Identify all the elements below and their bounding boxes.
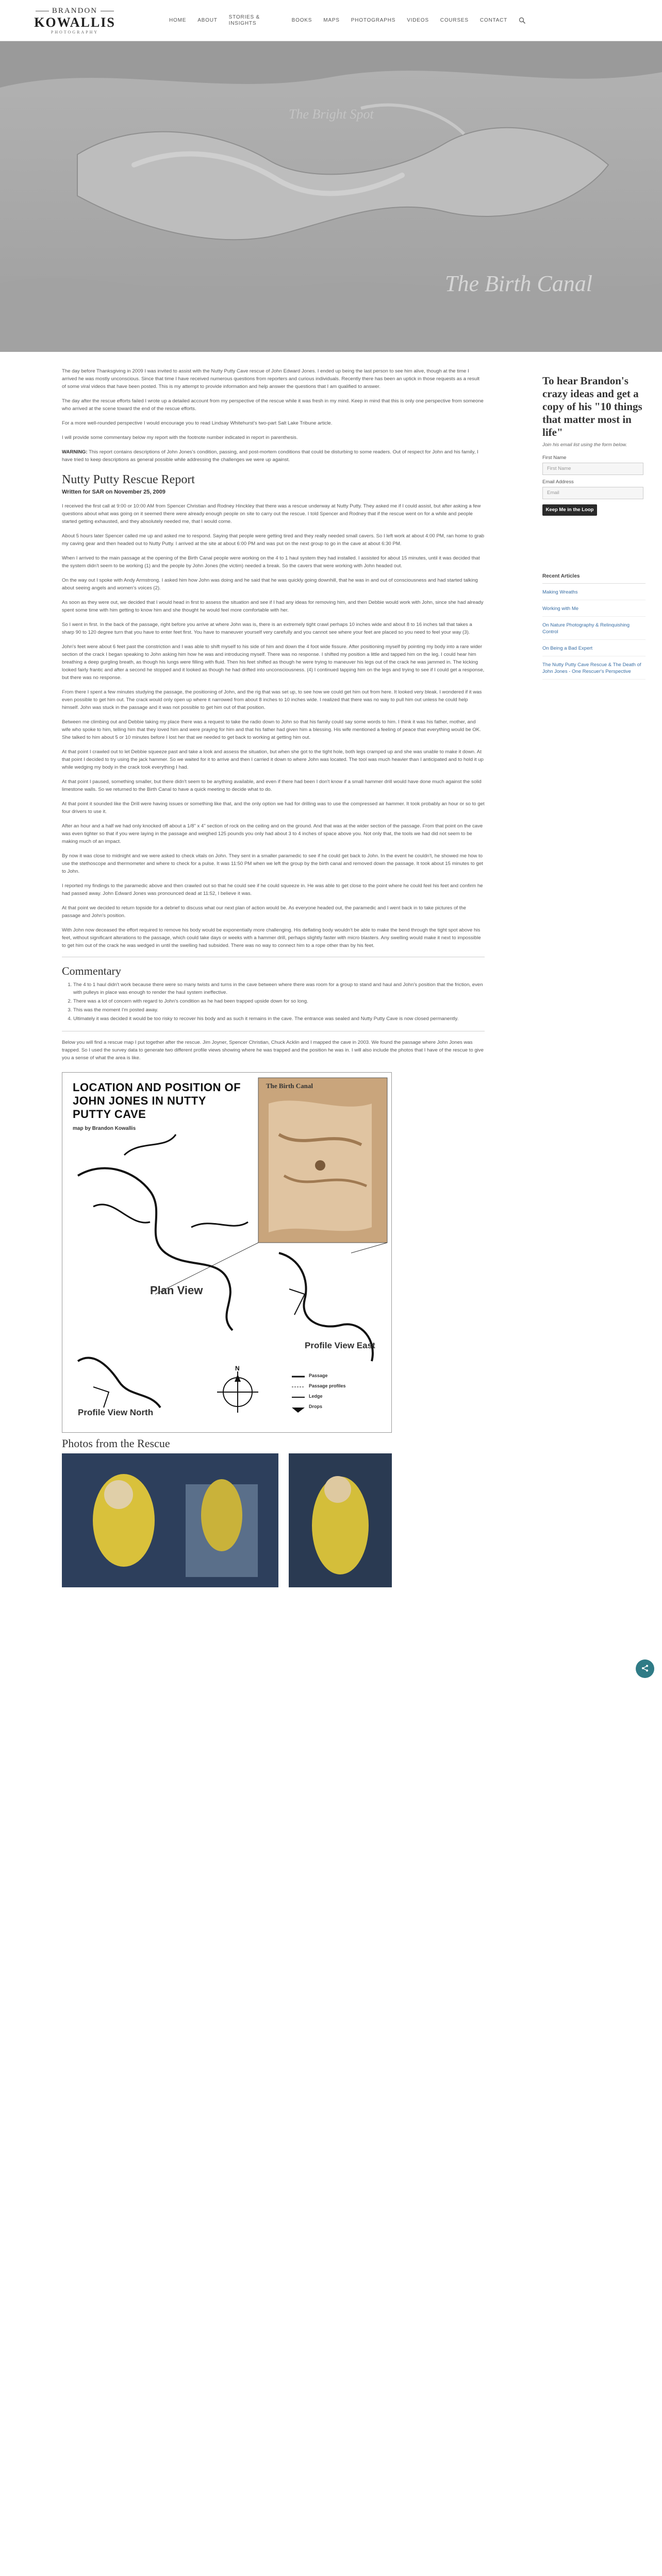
report-paragraph: After an hour and a half we had only knocked off about a 1/8" x 4" section of rock on the ceiling and on the ground. And that was at the wider section of the passage. From that point on the cave was even tighter so that if you were laying in the passage and weighed 125 pounds you only had about 3 to 4 inches of space above you. Not only that, the tools we had did not seem to be making much of an impact. bbox=[62, 823, 483, 844]
warning-label: WARNING: bbox=[62, 449, 88, 455]
report-paragraph: By now it was close to midnight and we were asked to check vitals on John. They sent in a smaller paramedic to see if he could get back to John. In the event he couldn't, he showed me how to use the stethoscope and thermometer and where to check for a pulse. It was 11:50 PM when we left the group by the birth canal and removed down the passage. It took about 15 minutes to get to John. bbox=[62, 853, 483, 874]
newsletter-subtitle: Join his email list using the form below. bbox=[542, 442, 627, 448]
recent-article-link[interactable]: Working with Me bbox=[542, 600, 646, 617]
report-paragraph: At that point it sounded like the Drill were having issues or something like that, and the only option we had for drilling was to use the compressed air hammer. It took probably an hour or so to get four drivers to use it. bbox=[62, 801, 485, 815]
report-paragraphs bbox=[62, 502, 485, 950]
nav-courses[interactable]: COURSES bbox=[440, 17, 469, 23]
report-paragraph: At that point I paused, something smaller, but there didn't seem to be anything available, and even if there had been I don't know if a small hammer drill would have done much against the solid limestone walls. So we returned to the Birth Canal to have a quick meeting to decide what to do. bbox=[62, 779, 482, 792]
legend-item: Passage profiles bbox=[309, 1383, 346, 1388]
logo-sub-text: PHOTOGRAPHY bbox=[51, 29, 99, 35]
newsletter-title: To hear Brandon's crazy ideas and get a copy of his "10 things that matter most in life" bbox=[542, 375, 642, 438]
nav-books[interactable]: BOOKS bbox=[291, 17, 312, 23]
plan-view-label: Plan View bbox=[150, 1284, 203, 1297]
map-title: LOCATION AND POSITION OF JOHN JONES IN NUTTY PUTTY CAVE bbox=[73, 1081, 241, 1121]
map-inset-title: The Birth Canal bbox=[266, 1082, 313, 1090]
sidebar bbox=[542, 375, 646, 680]
cave-map[interactable] bbox=[62, 1072, 392, 1433]
commentary-title: Commentary bbox=[62, 964, 121, 977]
email-label: Email Address bbox=[542, 479, 574, 485]
photo-row bbox=[62, 1453, 485, 1587]
intro-paragraph: For a more well-rounded perspective I would encourage you to read Lindsay Whitehurst's two-part Salt Lake Tribune article. bbox=[62, 420, 333, 426]
profile-north-label: Profile View North bbox=[78, 1408, 154, 1417]
report-date: Written for SAR on November 25, 2009 bbox=[62, 489, 166, 495]
recent-article-link[interactable]: Making Wreaths bbox=[542, 584, 646, 600]
report-paragraph: So I went in first. In the back of the passage, right before you arrive at where John was is, there is an extremely tight crawl perhaps 10 inches wide and about 8 to 16 inches tall that takes a sharp 90 to 120 degree turn that you have to enter feet first. You have to maneuver yourself very carefully and you cannot see where your feet are placed so you need to feel your way (3). bbox=[62, 622, 472, 635]
nav-videos[interactable]: VIDEOS bbox=[407, 17, 429, 23]
recent-articles-title: Recent Articles bbox=[542, 573, 646, 584]
share-icon bbox=[641, 1664, 649, 1674]
rescue-photo[interactable] bbox=[62, 1453, 278, 1587]
intro-paragraph: The day before Thanksgiving in 2009 I was invited to assist with the Nutty Putty Cave rescue of John Edward Jones. I ended up being the last person to see him alive, though at the time I arrived he was mostly unconscious. Since that time I have received numerous questions from reporters and curious individuals. Recently there has been an uptick in those requests as a result of some viral videos that have been posted. This is my attempt to provide information and help answer the questions that I am qualified to answer. bbox=[62, 368, 480, 389]
search-icon[interactable] bbox=[519, 17, 526, 24]
rescue-photo[interactable] bbox=[289, 1453, 392, 1587]
hero-banner bbox=[0, 41, 662, 352]
recent-article-link[interactable]: The Nutty Putty Cave Rescue & The Death of John Jones - One Rescuer's Perspective bbox=[542, 656, 646, 680]
warning-paragraph bbox=[62, 448, 485, 464]
report-paragraph: When I arrived to the main passage at the opening of the Birth Canal people were working on the 4 to 1 haul system they had installed. I assisted for about 15 minutes, until it was decided that the system didn't seem to be working (1) and the people by John Jones (the victim) needed a break. So the cavers that were working with John headed out. bbox=[62, 555, 480, 569]
warning-text: This report contains descriptions of John Jones's condition, passing, and post-mortem conditions that could be disturbing to some readers. Out of respect for John and his family, I have tried to keep descriptions as general possible while addressing the challenges we were up against. bbox=[62, 449, 478, 463]
report-paragraph: At that point I crawled out to let Debbie squeeze past and take a look and assess the situation, but when she got to the tight hole, both legs cramped up and she was unable to make it down. At that point I decided to try using the jack hammer. So we waited for it to arrive and then I carried it down to where John was located. The tool was much heavier than I anticipated and to hold it up while wedging my body in the crack took everything I had. bbox=[62, 749, 484, 770]
first-name-field[interactable]: First Name bbox=[542, 463, 643, 475]
recent-article-link[interactable]: On Nature Photography & Relinquishing Control bbox=[542, 617, 646, 640]
photos-title: Photos from the Rescue bbox=[62, 1437, 170, 1450]
report-paragraph: I reported my findings to the paramedic above and then crawled out so that he could see if he could squeeze in. He was able to get close to the point where he could feel his feet and confirm he had passed away. John Edward Jones was pronounced dead at 11:52, I believe it was. bbox=[62, 883, 483, 896]
legend-item: Ledge bbox=[309, 1394, 323, 1399]
svg-text:The Bright Spot: The Bright Spot bbox=[289, 107, 374, 122]
hero-title: The Birth Canal bbox=[444, 271, 592, 296]
commentary-list bbox=[62, 981, 485, 1023]
report-paragraph: I received the first call at 9:00 or 10:00 AM from Spencer Christian and Rodney Hinckley that there was a rescue underway at Nutty Putty. They asked me if I could assist, but after asking a few questions about what was going on it seemed there were already enough people on site to carry out the rescue. I told Spencer and Rodney that if the rescue went on for a while and people started getting exhausted, and they absolutely needed me, that I would come. bbox=[62, 503, 481, 524]
profile-east-label: Profile View East bbox=[305, 1341, 375, 1350]
commentary-item: 1. The 4 to 1 haul didn't work because there were so many twists and turns in the cave between where there was room for a group to stand and haul and John's position that the friction, even with pulleys in place was enough to render the haul system ineffective. bbox=[73, 981, 485, 996]
legend-item: Drops bbox=[309, 1404, 323, 1409]
legend-item: Passage bbox=[309, 1373, 328, 1378]
intro-paragraph: The day after the rescue efforts failed I wrote up a detailed account from my perspective of the rescue while it was fresh in my mind. Keep in mind that this is only one perspective from someone who arrived at the scene toward the end of the rescue efforts. bbox=[62, 398, 484, 412]
logo-top-text: BRANDON bbox=[52, 6, 98, 15]
share-button[interactable] bbox=[636, 1659, 654, 1678]
nav-about[interactable]: ABOUT bbox=[197, 17, 218, 23]
main-nav bbox=[169, 14, 526, 27]
email-field[interactable]: Email bbox=[542, 487, 643, 499]
report-paragraph: On the way out I spoke with Andy Armstrong. I asked him how John was doing and he said that he was quickly going downhill, that he was in and out of consciousness and had started talking about seeing angels and women's voices (2). bbox=[62, 578, 478, 591]
report-title: Nutty Putty Rescue Report bbox=[62, 473, 195, 486]
nav-maps[interactable]: MAPS bbox=[323, 17, 340, 23]
report-paragraph: As soon as they were out, we decided that I would head in first to assess the situation and see if I had any ideas for removing him, and then Debbie would work with John, since she had already spent some time with him getting to know him and she thought he would feel more comfortable with her. bbox=[62, 600, 484, 613]
site-logo[interactable] bbox=[26, 6, 124, 36]
recent-article-link[interactable]: On Being a Bad Expert bbox=[542, 640, 646, 656]
map-intro: Below you will find a rescue map I put together after the rescue. Jim Joyner, Spencer Christian, Chuck Acklin and I mapped the cave in 2003. We found the passage where John Jones was trapped. So I used the survey data to generate two different profile views showing where he was trapped and the position he was in. I will also include the photos that I have of the rescue to give you a sense of what the area is like. bbox=[62, 1040, 484, 1061]
subscribe-button[interactable]: Keep Me in the Loop bbox=[542, 504, 597, 516]
nav-home[interactable]: HOME bbox=[169, 17, 187, 23]
article-body bbox=[62, 367, 485, 1587]
first-name-label: First Name bbox=[542, 455, 567, 461]
commentary-item: 3. This was the moment I'm posted away. bbox=[73, 1006, 485, 1014]
cave-map-drawing bbox=[62, 1073, 392, 1433]
report-paragraph: John's feet were about 6 feet past the constriction and I was able to shift myself to his side of him and down the 4 foot wide fissure. After positioning myself by pointing my body into a rare wider section of the crack I began speaking to John asking him how he was and introducing myself. There was no response. I shifted my position a little and tapped him on the leg. I could hear him breathing a deep gurgling breath, as though his lungs were filling with fluid. Then his feet shifted as though he were trying to maneuver his legs out of the crack he was jammed in. The kicking looked fairly frantic and after a second he stopped and it looked as though he had drifted into unconsciousness. (4) I continued tapping him on the legs and trying to see if I could get a response, but there was no response. bbox=[62, 644, 485, 681]
nav-contact[interactable]: CONTACT bbox=[479, 17, 508, 23]
intro-paragraph: I will provide some commentary below my report with the footnote number indicated in report in parenthesis. bbox=[62, 435, 298, 440]
commentary-item: 4. Ultimately it was decided it would be too risky to recover his body and as such it remains in the cave. The entrance was sealed and Nutty Putty Cave is now closed permanently. bbox=[73, 1015, 485, 1023]
report-paragraph: From there I spent a few minutes studying the passage, the positioning of John, and the rig that was set up, to see how we could get him out from here. It looked very bleak. I wondered if it was even possible to get him out. The crack would only open up where it narrowed from about 8 inches to 10 inches wide. I realized that there was no way to pull him out unless he could help himself. John was stuck in the passage and it was not possible to get him out of that position. bbox=[62, 689, 482, 710]
report-paragraph: Between me climbing out and Debbie taking my place there was a request to take the radio down to John so that his family could say some words to him. I think it was his father, mother, and wife who spoke to him, telling him that they loved him and were praying for him and that his father had given him a blessing. His wife mentioned a feeling of peace that everything would be OK. She talked to him about 5 or 10 minutes before I lost her that we needed to get back to working at getting him out. bbox=[62, 719, 481, 740]
report-paragraph: With John now deceased the effort required to remove his body would be exponentially more challenging. His deflating body wouldn't be able to make the bend through the tight spot above his feet, without significant alterations to the passage, which could take days or weeks with a hammer drill, perhaps slightly faster with micro blasters. Any swelling would make it next to impossible to get him out of the crack he was wedged in until the swelling had subsided. There was no way to connect him to a rope other than by his feet. bbox=[62, 927, 481, 948]
nav-stories[interactable]: STORIES & INSIGHTS bbox=[228, 14, 260, 26]
map-byline: map by Brandon Kowallis bbox=[73, 1126, 136, 1131]
site-header bbox=[0, 0, 662, 41]
cave-illustration bbox=[0, 41, 662, 352]
nav-photographs[interactable]: PHOTOGRAPHS bbox=[351, 17, 396, 23]
logo-main-text: KOWALLIS bbox=[34, 14, 115, 30]
report-paragraph: At that point we decided to return topside for a debrief to discuss what our next plan of action would be. As everyone headed out, the paramedic and I went back in to take pictures of the passage and John's position. bbox=[62, 905, 466, 919]
report-paragraph: About 5 hours later Spencer called me up and asked me to respond. Saying that people were getting tired and they really needed small cavers. So I left work at about 4:00 PM, ran home to grab my caving gear and then headed out to Nutty Putty. I arrived at the site at about 6:00 PM and was put on the next group to go in the cave at about 6:30 PM. bbox=[62, 533, 485, 547]
svg-text:N: N bbox=[235, 1365, 240, 1372]
commentary-item: 2. There was a lot of concern with regard to John's condition as he had been trapped upside down for so long. bbox=[73, 997, 485, 1005]
